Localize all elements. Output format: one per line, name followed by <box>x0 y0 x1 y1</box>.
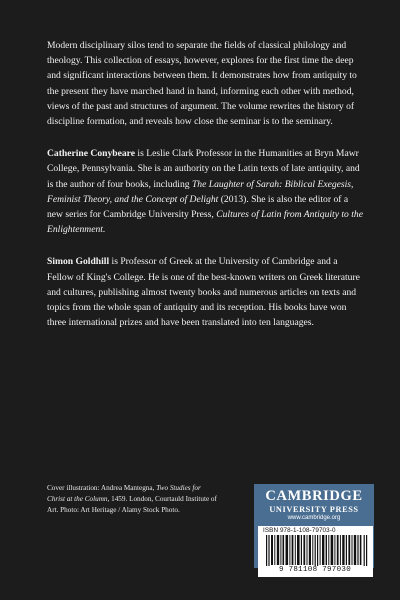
bio-text: (2013). She is also the editor of a new series for Cambridge University Press, <box>47 193 349 221</box>
artwork-title: Two Studies for Christ at the Column <box>47 484 201 503</box>
series-title: Cultures of Latin from Antiquity to the Enlightenment. <box>47 209 363 236</box>
bio-text: is Professor of Greek at the University of Cambridge and a Fellow of King's College. He is one of the best-known writers on Greek literature and cultures, publishing almost twenty books and numerous articles on texts and topics from the whole span of antiquity and its reception. His books have won three international prizes and have been translated into ten languages. <box>47 256 360 329</box>
bio-text: is Leslie Clark Professor in the Humanities at Bryn Mawr College, Pennsylvania. She is an authority on the Latin texts of late antiquity, and is the author of four books, including <box>47 148 360 190</box>
book-title: The Laughter of Sarah: Biblical Exegesis, Feminist Theory, and the Concept of Delight <box>47 178 354 205</box>
isbn-label: ISBN 978-1-108-79703-0 <box>263 527 336 534</box>
author-name-goldhill: Simon Goldhill <box>47 256 110 268</box>
barcode-panel <box>258 526 373 577</box>
barcode-icon <box>266 535 368 569</box>
publisher-name: CAMBRIDGE <box>265 488 363 504</box>
credit-text: Cover illustration: Andrea Mantegna, <box>47 484 157 492</box>
back-cover-text <box>47 38 363 347</box>
blurb-text: Modern disciplinary silos tend to separate the fields of classical philology and theology. This collection of essays, however, explores for the first time the deep and significant interactions between them. It demonstrates how from antiquity to the present they have marched hand in hand, informing each other with method, views of the past and structures of argument. The volume rewrites the history of discipline formation, and reveals how close the seminar is to the seminary. <box>47 40 357 128</box>
publisher-subname: UNIVERSITY PRESS <box>269 505 359 514</box>
book-blurb <box>47 38 363 129</box>
cover-illustration-credit <box>47 483 217 516</box>
barcode-number: 9 781108 797030 <box>259 566 371 574</box>
author-bio-goldhill <box>47 254 363 330</box>
author-bio-conybeare <box>47 146 363 237</box>
author-name-conybeare: Catherine Conybeare <box>47 148 136 160</box>
publisher-url: www.cambridge.org <box>287 515 341 521</box>
credit-text: , 1459. London, Courtauld Institute of Art. Photo: Art Heritage / Alamy Stock Photo. <box>47 495 217 514</box>
